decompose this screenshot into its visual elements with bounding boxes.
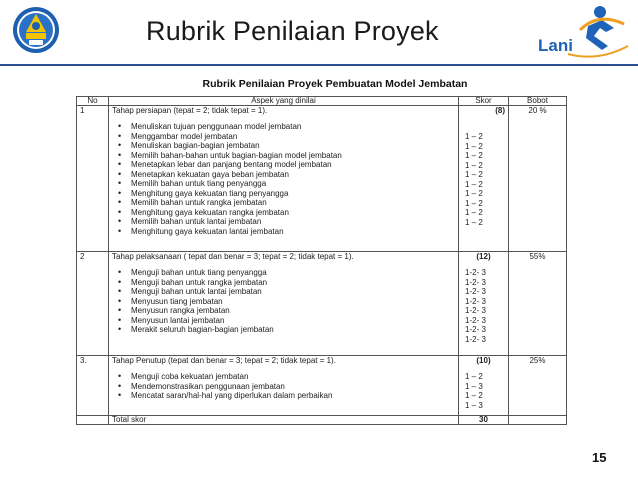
section-heading: Tahap Penutup (tepat dan benar = 3; tepat = 2; tidak tepat = 1).: [112, 356, 336, 365]
row-skor: [459, 106, 509, 252]
rubric-document: [76, 76, 574, 425]
header-skor: Skor: [459, 97, 509, 106]
header-no: No: [77, 97, 109, 106]
total-value: 30: [459, 416, 509, 425]
section-total: (8): [495, 106, 505, 115]
score-item: 1 – 2: [465, 179, 483, 189]
score-item: 1 – 2: [465, 132, 483, 141]
list-item: • Mencatat saran/hal-hal yang diperlukan dalam perbaikan: [112, 391, 455, 401]
list-item: • Menuliskan tujuan penggunaan model jembatan: [112, 122, 455, 132]
criteria-list: [112, 268, 455, 335]
criteria-list: [112, 372, 455, 401]
row-bobot: 20 %: [509, 106, 567, 252]
score-item: 1-2- 3: [465, 296, 486, 306]
section-total: (12): [476, 252, 491, 261]
score-item: 1 – 2: [465, 189, 483, 198]
score-item: 1 – 2: [465, 141, 483, 151]
list-item: • Menguji coba kekuatan jembatan: [112, 372, 455, 382]
list-item: • Menyusun tiang jembatan: [112, 297, 455, 307]
header-divider: [0, 64, 638, 66]
score-item: 1 – 2: [465, 198, 483, 208]
section-heading: Tahap pelaksanaan ( tepat dan benar = 3; tepat = 2; tidak tepat = 1).: [112, 252, 354, 261]
section-heading: Tahap persiapan (tepat = 2; tidak tepat = 1).: [112, 106, 268, 115]
row-aspek: [109, 252, 459, 356]
table-row: [77, 252, 567, 356]
list-item: • Menghitung gaya kekuatan lantai jembatan: [112, 227, 455, 237]
list-item: • Menetapkan kekuatan gaya beban jembatan: [112, 170, 455, 180]
row-bobot: 25%: [509, 356, 567, 416]
score-item: 1 – 2: [465, 160, 483, 170]
score-item: 1-2- 3: [465, 334, 486, 344]
header-aspek: Aspek yang dinilai: [109, 97, 459, 106]
list-item: • Merakit seluruh bagian-bagian jembatan: [112, 325, 455, 335]
total-row: [77, 416, 567, 425]
score-item: 1 – 2: [465, 151, 483, 160]
total-bobot: [509, 416, 567, 425]
list-item: • Menguji bahan untuk lantai jembatan: [112, 287, 455, 297]
criteria-list: [112, 122, 455, 236]
score-item: 1 – 2: [465, 170, 483, 179]
list-item: • Menyusun rangka jembatan: [112, 306, 455, 316]
row-no: 3.: [77, 356, 109, 416]
score-item: 1 – 2: [465, 208, 483, 217]
rubric-table: [76, 96, 567, 425]
row-aspek: [109, 356, 459, 416]
score-list: [462, 372, 505, 410]
score-item: 1 – 3: [465, 400, 483, 410]
list-item: • Memilih bahan untuk tiang penyangga: [112, 179, 455, 189]
page-number: 15: [592, 450, 607, 465]
list-item: • Memilih bahan-bahan untuk bagian-bagian model jembatan: [112, 151, 455, 161]
list-item: • Memilih bahan untuk lantai jembatan: [112, 217, 455, 227]
list-item: • Memilih bahan untuk rangka jembatan: [112, 198, 455, 208]
table-header-row: [77, 97, 567, 106]
list-item: • Menetapkan lebar dan panjang bentang model jembatan: [112, 160, 455, 170]
list-item: • Menghitung gaya kekuatan tiang penyangga: [112, 189, 455, 199]
score-item: 1-2- 3: [465, 306, 486, 315]
row-no: 2: [77, 252, 109, 356]
row-aspek: [109, 106, 459, 252]
list-item: • Menuliskan bagian-bagian jembatan: [112, 141, 455, 151]
header-bobot: Bobot: [509, 97, 567, 106]
score-item: 1-2- 3: [465, 268, 486, 277]
slide-header: [0, 0, 638, 62]
row-skor: [459, 252, 509, 356]
score-item: 1 – 2: [465, 217, 483, 227]
score-item: 1-2- 3: [465, 315, 486, 325]
list-item: • Menyusun lantai jembatan: [112, 316, 455, 326]
score-item: 1 – 2: [465, 391, 483, 400]
score-item: 1-2- 3: [465, 325, 486, 334]
document-title: Rubrik Penilaian Proyek Pembuatan Model Jembatan: [202, 78, 468, 90]
lani-logo-text: Lani: [538, 36, 573, 55]
score-list: [462, 132, 505, 227]
list-item: • Menghitung gaya kekuatan rangka jembatan: [112, 208, 455, 218]
score-item: 1-2- 3: [465, 277, 486, 287]
total-label: Total skor: [109, 416, 459, 425]
section-total: (10): [476, 356, 491, 365]
table-row: [77, 106, 567, 252]
list-item: • Mendemonstrasikan penggunaan jembatan: [112, 382, 455, 392]
row-bobot: 55%: [509, 252, 567, 356]
total-no: [77, 416, 109, 425]
score-item: 1 – 2: [465, 372, 483, 381]
score-item: 1 – 3: [465, 381, 483, 391]
lani-logo: [528, 2, 632, 64]
score-list: [462, 268, 505, 344]
list-item: • Menggambar model jembatan: [112, 132, 455, 142]
list-item: • Menguji bahan untuk tiang penyangga: [112, 268, 455, 278]
list-item: • Menguji bahan untuk rangka jembatan: [112, 278, 455, 288]
row-no: 1: [77, 106, 109, 252]
score-item: 1-2- 3: [465, 287, 486, 296]
tut-wuri-handayani-logo: [12, 6, 60, 54]
row-skor: [459, 356, 509, 416]
table-row: [77, 356, 567, 416]
slide-title: Rubrik Penilaian Proyek: [146, 16, 439, 46]
